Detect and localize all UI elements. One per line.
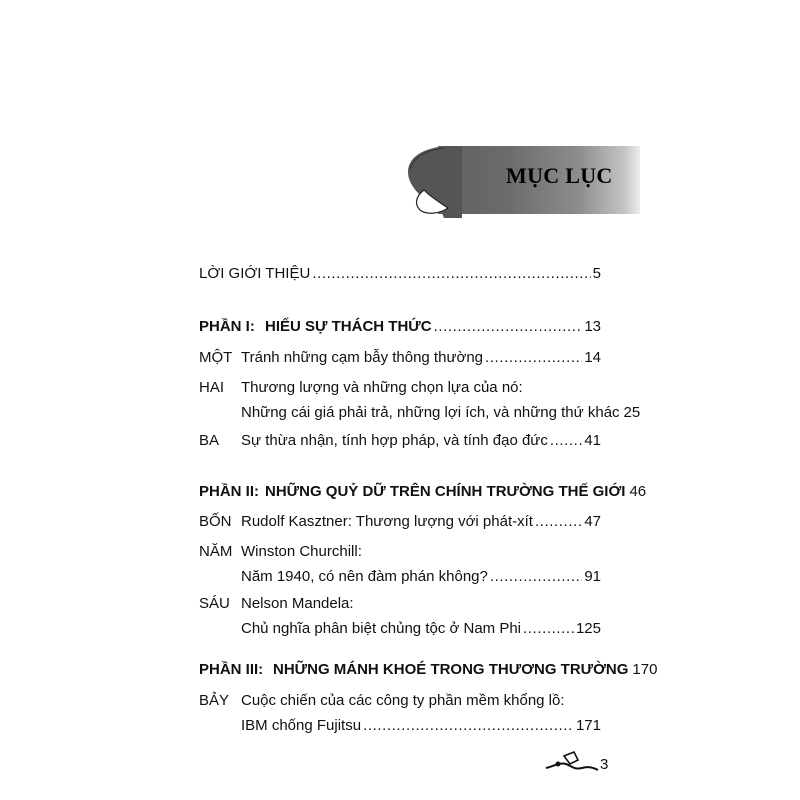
toc-entry-part-3 <box>199 660 658 679</box>
toc-title: HIỂU SỰ THÁCH THỨC <box>265 318 432 335</box>
toc-page: 13 <box>584 318 601 335</box>
toc-title: NHỮNG MÁNH KHOÉ TRONG THƯƠNG TRƯỜNG <box>273 661 629 678</box>
toc-label: PHẦN I: <box>199 318 255 335</box>
toc-page: 46 <box>629 483 647 500</box>
toc-label: BẢY <box>199 692 230 709</box>
toc-title: Tránh những cạm bẫy thông thường <box>241 349 484 366</box>
footer-ornament-icon <box>544 748 600 774</box>
toc-label: PHẦN III: <box>199 661 264 678</box>
toc-title-line: Winston Churchill: <box>241 543 362 560</box>
toc-page: 170 <box>632 661 658 678</box>
toc-label: BỐN <box>199 513 232 530</box>
toc-leader <box>485 348 582 367</box>
toc-leader <box>312 264 590 283</box>
page-title: MỤC LỤC <box>506 163 613 188</box>
toc-leader <box>550 431 582 450</box>
toc-title: LỜI GIỚI THIỆU <box>199 265 311 282</box>
toc-title: NHỮNG QUỶ DỮ TRÊN CHÍNH TRƯỜNG THẾ GIỚI <box>265 483 626 500</box>
toc-entry-chapter-3 <box>199 431 601 450</box>
toc-entry-chapter-4 <box>199 512 601 531</box>
toc-label: BA <box>199 432 220 449</box>
toc-title-line: Cuộc chiến của các công ty phần mềm khổng lồ: <box>241 692 565 709</box>
toc-entry-part-1 <box>199 317 601 336</box>
toc-title-line: IBM chống Fujitsu <box>241 717 362 734</box>
toc-entry-chapter-5 <box>199 542 601 586</box>
toc-page: 5 <box>592 265 601 282</box>
toc-page: 91 <box>584 568 601 585</box>
toc-page: 41 <box>584 432 601 449</box>
toc-page: 171 <box>575 717 601 734</box>
toc-entry-chapter-2 <box>199 378 641 422</box>
toc-label: HAI <box>199 379 225 396</box>
toc-page: 47 <box>584 513 601 530</box>
toc-title: Rudolf Kasztner: Thương lượng với phát-xít <box>241 513 533 530</box>
toc-leader <box>490 567 582 586</box>
toc-page: 125 <box>575 620 601 637</box>
toc-page: 25 <box>623 404 641 421</box>
toc-title-line: Thương lượng và những chọn lựa của nó: <box>241 379 523 396</box>
toc-leader <box>434 317 583 336</box>
toc-entry-chapter-6 <box>199 594 601 638</box>
toc-entry-part-2 <box>199 482 647 501</box>
toc-title-line: Năm 1940, có nên đàm phán không? <box>241 568 488 585</box>
toc-leader <box>363 716 574 735</box>
toc-page: 14 <box>584 349 601 366</box>
toc-label: NĂM <box>199 543 233 560</box>
page-curl-icon <box>402 138 462 220</box>
toc-entry-intro <box>199 264 601 283</box>
page-number: 3 <box>600 756 609 773</box>
toc-leader <box>523 619 574 638</box>
toc-title-line: Những cái giá phải trả, những lợi ích, và những thứ khác <box>241 404 620 421</box>
toc-label: MỘT <box>199 349 233 366</box>
toc-title-line: Nelson Mandela: <box>241 595 354 612</box>
toc-leader <box>535 512 582 531</box>
toc-title-line: Chủ nghĩa phân biệt chủng tộc ở Nam Phi <box>241 620 522 637</box>
toc-title: Sự thừa nhận, tính hợp pháp, và tính đạo đức <box>241 432 548 449</box>
toc-label: PHẦN II: <box>199 483 259 500</box>
toc-label: SÁU <box>199 595 230 612</box>
toc-entry-chapter-7 <box>199 691 601 735</box>
title-banner <box>398 138 640 220</box>
toc-entry-chapter-1 <box>199 348 601 367</box>
